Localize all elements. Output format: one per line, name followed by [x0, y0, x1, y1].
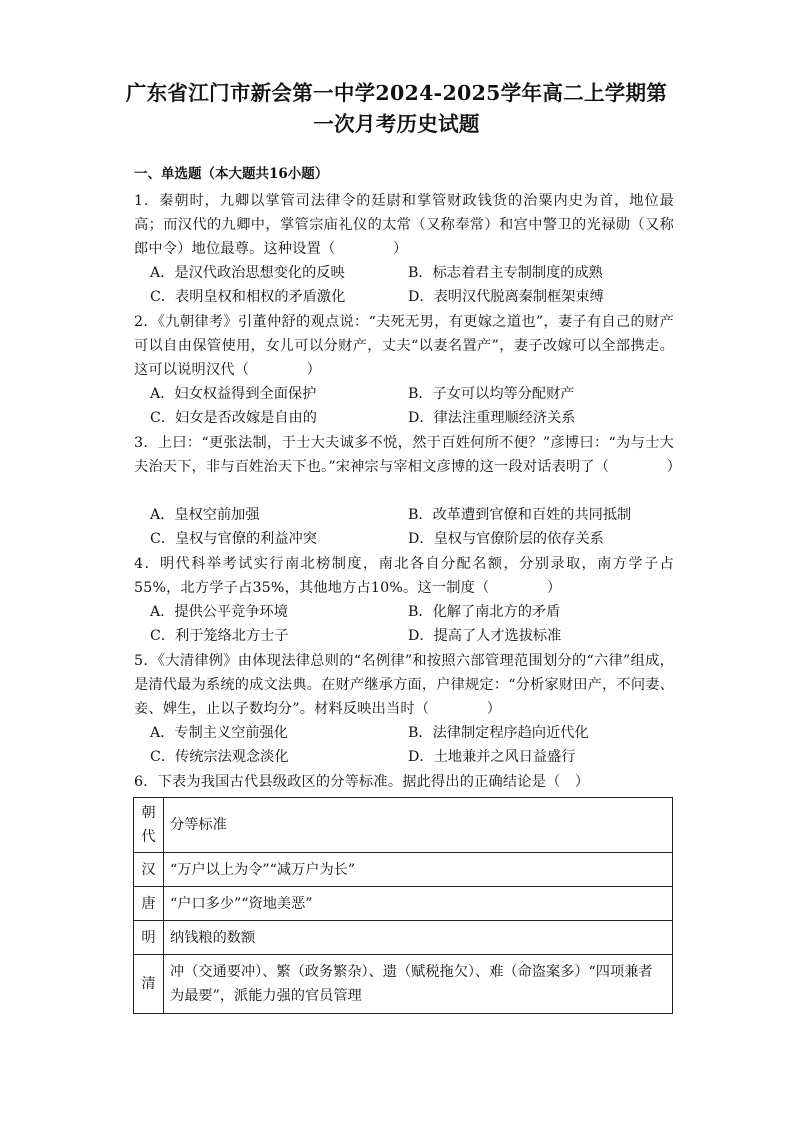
option-c: C．皇权与官僚的利益冲突 [150, 530, 317, 547]
option-b: B．法律制定程序趋向近代化 [408, 725, 589, 741]
option-c: C．表明皇权和相权的矛盾激化 [150, 288, 346, 305]
option-c: C．利于笼络北方士子 [150, 627, 289, 644]
question-4-options [150, 601, 674, 648]
option-d: D．律法注重理顺经济关系 [408, 409, 576, 426]
table-cell: “万户以上为令”“减万户为长” [164, 853, 673, 887]
question-6-stem: 6．下表为我国古代县级政区的分等标准。据此得出的正确结论是（ ） [134, 774, 590, 790]
question-3-stem: 3．上曰：“更张法制，于士大夫诚多不悦，然于百姓何所不便？”彦博曰：“为与士大夫治天下，非与百姓治天下也。”宋神宗与宰相文彦博的这一段对话表明了（ ） [134, 435, 682, 476]
option-a: A．妇女权益得到全面保护 [150, 386, 317, 402]
question-1-options [150, 262, 674, 309]
option-b: B．子女可以均等分配财产 [408, 386, 575, 402]
table-row [134, 921, 673, 955]
table-cell: 明 [134, 921, 164, 955]
title-line-2: 一次月考历史试题 [313, 112, 480, 136]
option-c: C．妇女是否改嫁是自由的 [150, 409, 317, 426]
question-1-stem: 1．秦朝时，九卿以掌管司法律令的廷尉和掌管财政钱货的治粟内史为首，地位最高；而汉代的九卿中，掌管宗庙礼仪的太常（又称奉常）和宫中警卫的光禄勋（又称郎中令）地位最尊。这种设置（ ） [134, 193, 674, 258]
question-3-options [150, 504, 674, 551]
table-cell: 唐 [134, 887, 164, 921]
option-b: B．改革遭到官僚和百姓的共同抵制 [408, 507, 632, 523]
table-row [134, 853, 673, 887]
table-header-cell: 朝代 [134, 798, 164, 853]
title-line-1: 广东省江门市新会第一中学2024-2025学年高二上学期第 [125, 81, 668, 105]
table-cell: “户口多少”“资地美恶” [164, 887, 673, 921]
option-d: D．表明汉代脱离秦制框架束缚 [408, 288, 604, 305]
table-header-cell: 分等标准 [164, 798, 673, 853]
table-cell: 汉 [134, 853, 164, 887]
table-cell: 纳钱粮的数额 [164, 921, 673, 955]
question-5-stem: 5．《大清律例》由体现法律总则的“名例律”和按照六部管理范围划分的“六律”组成，是清代最为系统的成文法典。在财产继承方面，户律规定：“分析家财田产，不问妻、妾、婢生，止以子数均分”。材料反映出当时（ ） [134, 653, 674, 718]
question-5-options [150, 722, 674, 769]
option-d: D．提高了人才选拔标准 [408, 627, 562, 644]
option-a: A．是汉代政治思想变化的反映 [150, 265, 345, 281]
table-header-row [134, 798, 673, 853]
table-row [134, 887, 673, 921]
option-d: D．皇权与官僚阶层的依存关系 [408, 530, 604, 547]
question-2-stem: 2．《九朝律考》引董仲舒的观点说：“夫死无男，有更嫁之道也”，妻子有自己的财产可以自由保管使用，女儿可以分财产，丈夫“以妻名置产”，妻子改嫁可以全部携走。这可以说明汉代（ ） [134, 314, 674, 379]
option-b: B．标志着君主专制制度的成熟 [408, 265, 603, 281]
table-row [134, 955, 673, 1014]
option-a: A．专制主义空前强化 [150, 725, 288, 741]
option-c: C．传统宗法观念淡化 [150, 748, 289, 765]
option-a: A．提供公平竞争环境 [150, 604, 288, 620]
table-cell: 冲（交通要冲）、繁（政务繁杂）、遗（赋税拖欠）、难（命盗案多）“四项兼者为最要”，派能力强的官员管理 [164, 955, 673, 1014]
question-4-stem: 4．明代科举考试实行南北榜制度，南北各自分配名额，分别录取，南方学子占55%，北方学子占35%，其他地方占10%。这一制度（ ） [134, 556, 674, 597]
page-title [100, 78, 693, 140]
question-2-options [150, 383, 674, 430]
table-cell: 清 [134, 955, 164, 1014]
option-d: D．土地兼并之风日益盛行 [408, 748, 576, 765]
section-heading: 一、单选题（本大题共16小题） [134, 166, 329, 182]
option-a: A．皇权空前加强 [150, 507, 260, 523]
county-grading-table [133, 797, 673, 1014]
option-b: B．化解了南北方的矛盾 [408, 604, 561, 620]
